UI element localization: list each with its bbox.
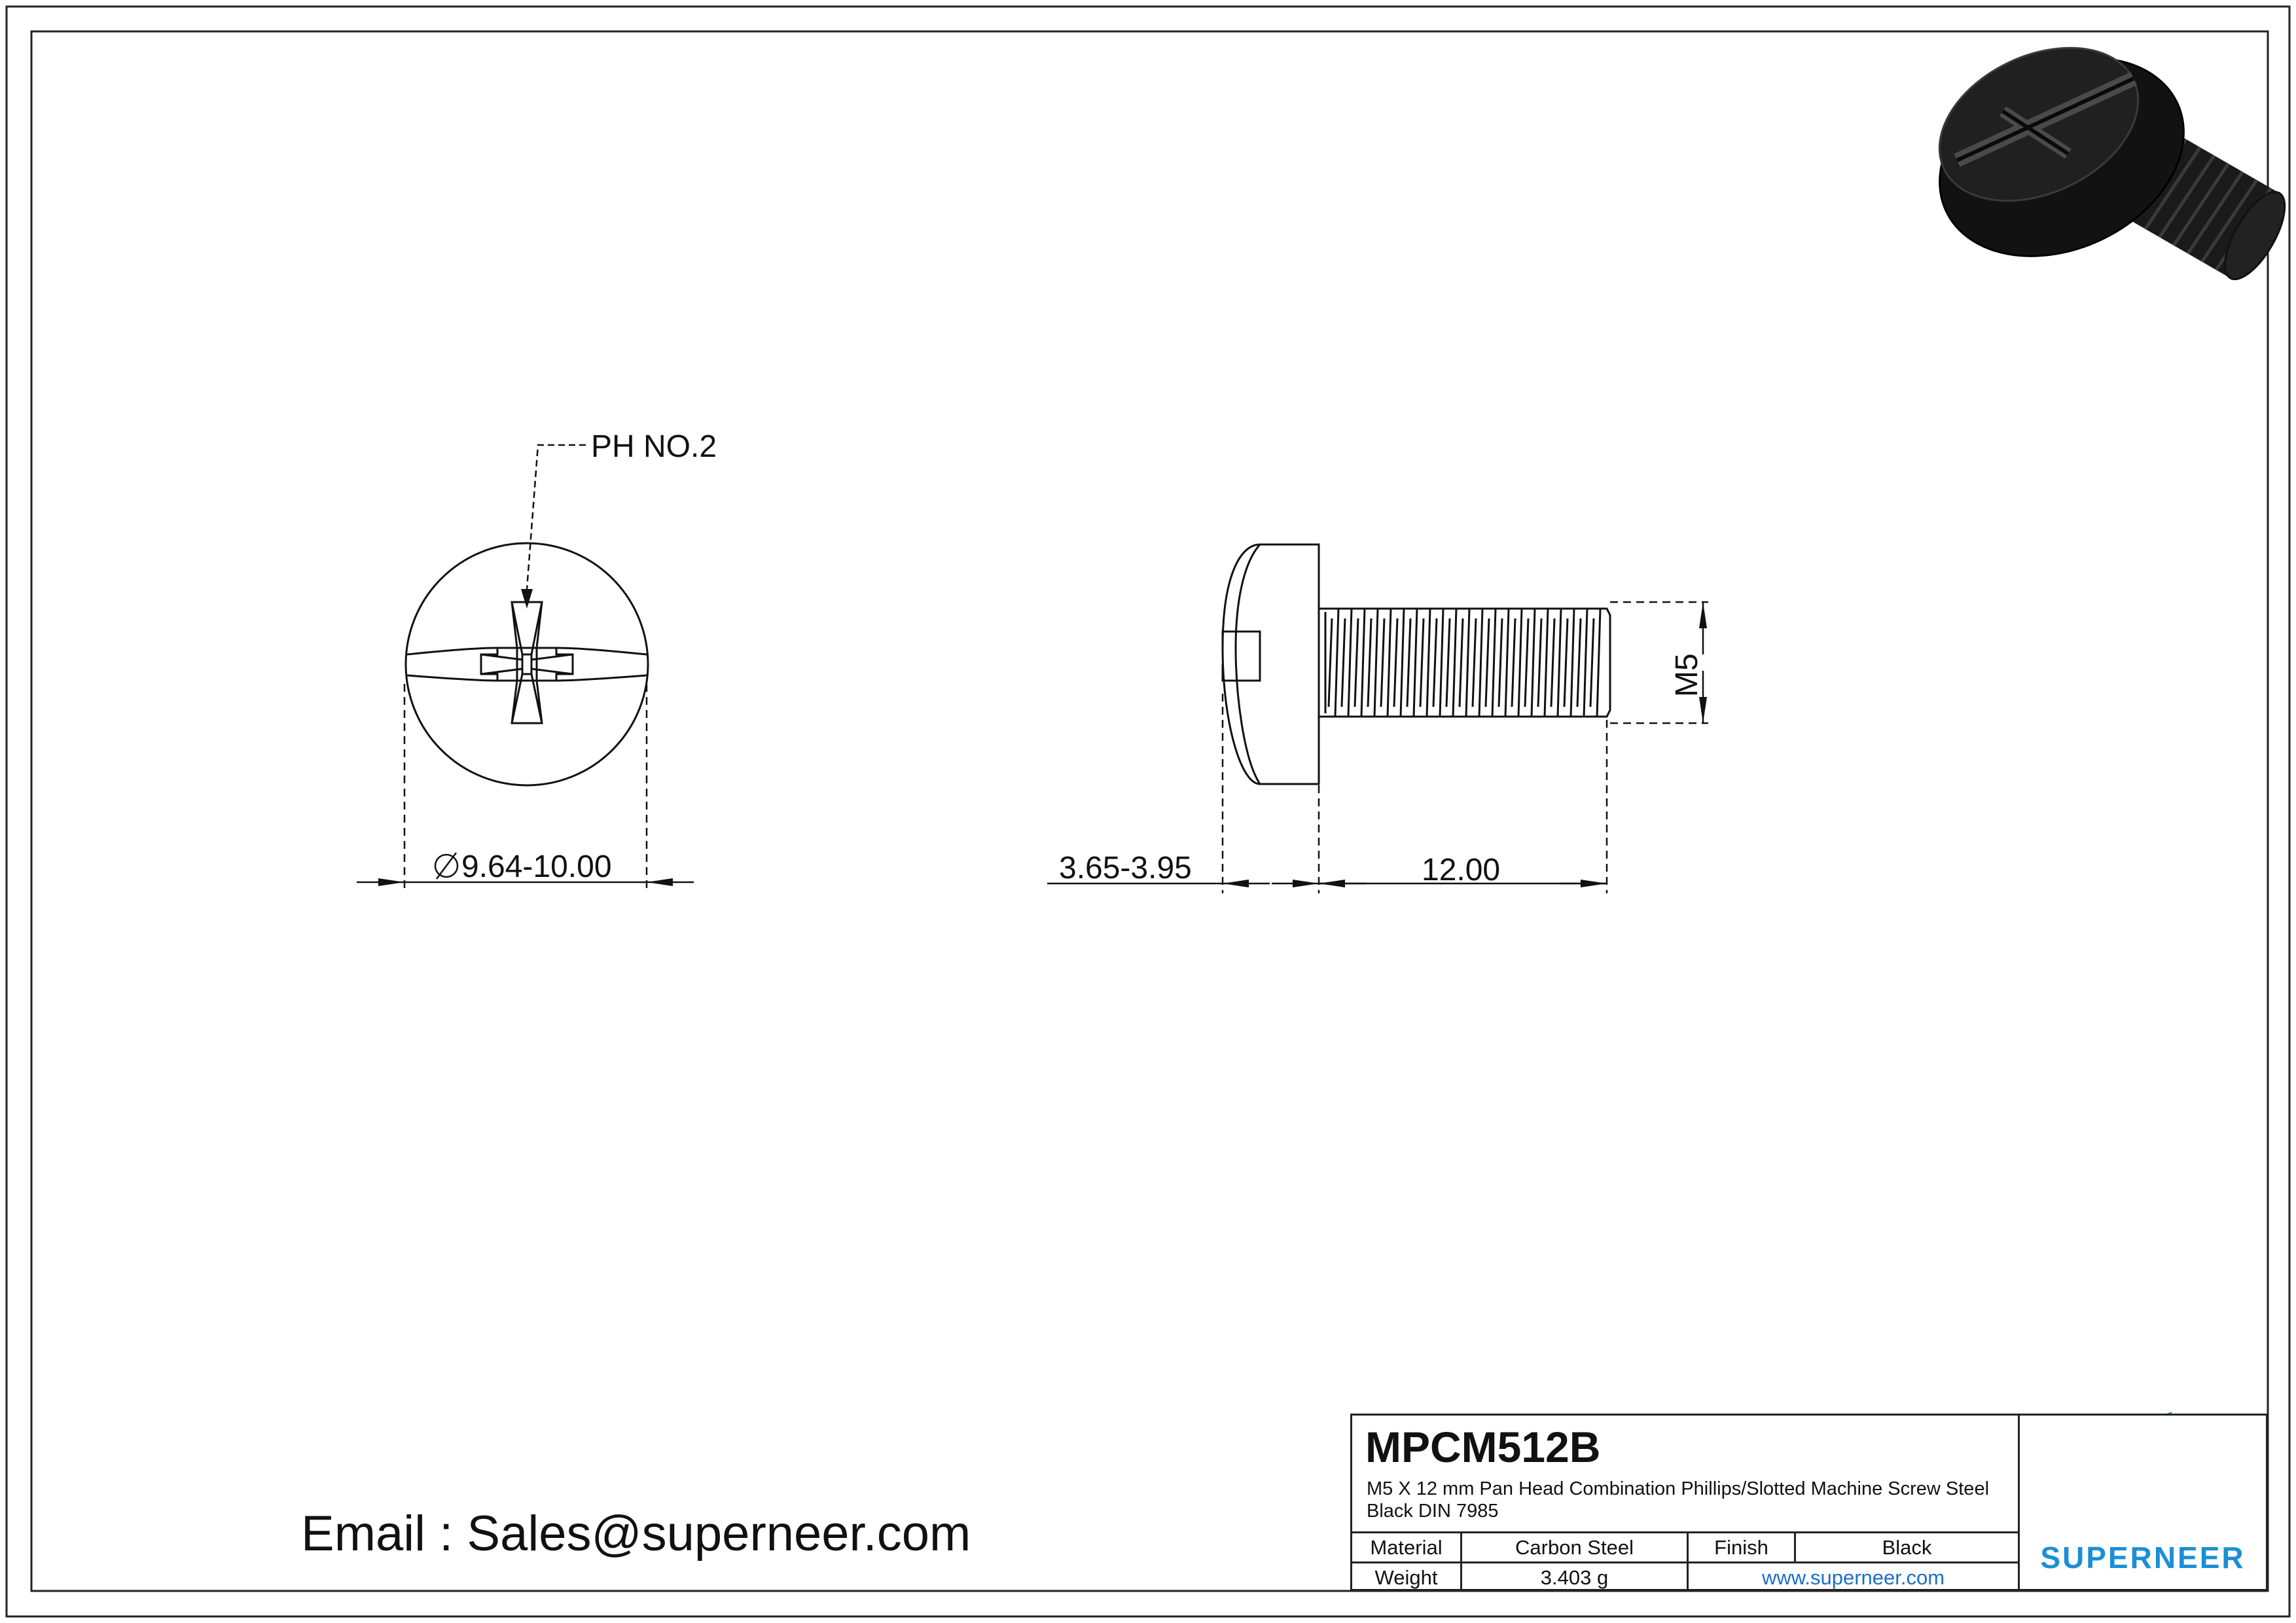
finish-label: Finish [1689,1533,1796,1561]
part-description: M5 X 12 mm Pan Head Combination Phillips/Slotted Machine Screw Steel Black DIN 7985 [1367,1478,1990,1522]
material-row [1352,1531,2018,1561]
thread-size-text: M5 [1670,653,1704,697]
title-block [1350,1414,2268,1591]
finish-value: Black [1882,1535,1932,1559]
weight-row [1352,1561,2018,1592]
ph-callout-text: PH NO.2 [591,429,717,464]
contact-email: Email : Sales@superneer.com [301,1506,971,1561]
inner-border [31,31,2268,1591]
title-block-info [1352,1416,2020,1589]
material-value: Carbon Steel [1462,1533,1689,1561]
weight-label: Weight [1352,1563,1462,1592]
part-number: MPCM512B [1365,1423,1601,1471]
outer-border [7,7,2289,1616]
length-text: 12.00 [1422,853,1501,887]
weight-value: 3.403 g [1462,1563,1689,1592]
ph-callout-leader [527,445,586,589]
ph-callout-arrow [521,589,533,609]
material-label: Material [1352,1533,1462,1561]
screw-3d-render [1907,18,2296,294]
side-view [1223,544,1610,784]
brand-logo [2020,1416,2266,1589]
head-diameter-text: 9.64-10.00 [461,849,612,884]
head-height-text: 3.65-3.95 [1059,851,1192,885]
website-link[interactable]: www.superneer.com [1761,1565,1945,1589]
brand-name: SUPERNEER [2040,1541,2246,1575]
